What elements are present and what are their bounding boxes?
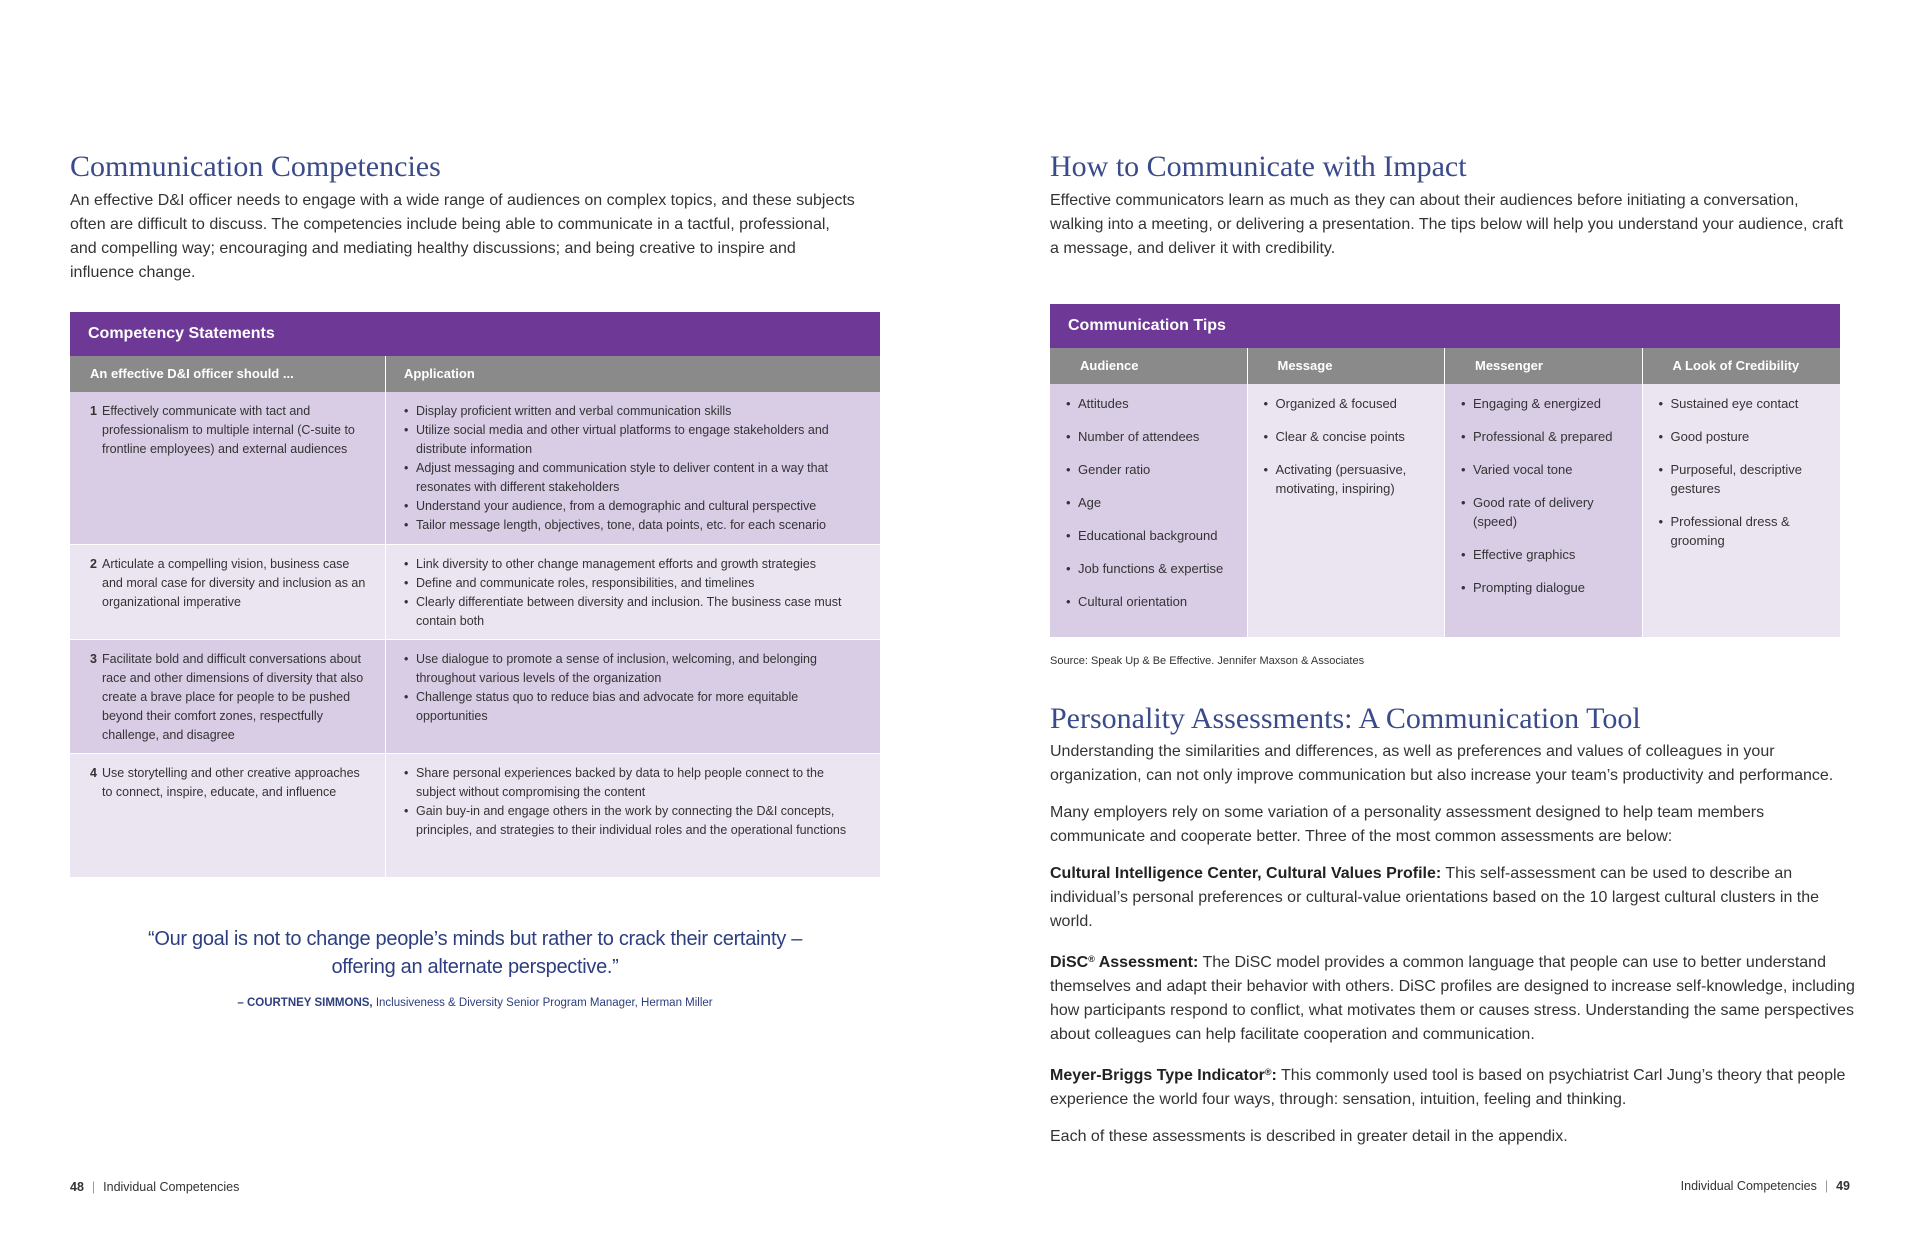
page-title: How to Communicate with Impact (1050, 150, 1467, 183)
list-item: • Number of attendees (1066, 427, 1237, 446)
intro-paragraph: Effective communicators learn as much as they can about their audiences before initiating a conversation, walking into a meeting, or delivering a presentation. The tips below will help you understand your audience, craft a message, and deliver it with credibility. (1050, 192, 1844, 257)
message-column (1248, 384, 1446, 637)
quote-line: “Our goal is not to change people’s minds but rather to crack their certainty – (147, 928, 803, 950)
page-footer (70, 1180, 239, 1194)
communication-tips-table (1050, 304, 1840, 637)
term-label-text: Assessment: (1094, 954, 1199, 971)
term-label (1050, 954, 1198, 971)
list-item: • Define and communicate roles, responsibilities, and timelines (404, 574, 862, 593)
column-header-statement: An effective D&I officer should ... (70, 356, 386, 392)
table-row (70, 392, 880, 545)
audience-column (1050, 384, 1248, 637)
list-item: • Understand your audience, from a demographic and cultural perspective (404, 497, 862, 516)
table-title: Communication Tips (1050, 304, 1840, 348)
quote-author-role: Inclusiveness & Diversity Senior Program Manager, Herman Miller (375, 997, 713, 1009)
list-item: • Challenge status quo to reduce bias and advocate for more equitable opportunities (404, 688, 862, 726)
table-title: Competency Statements (70, 312, 880, 356)
list-item: • Effective graphics (1461, 545, 1632, 564)
term-label (1050, 1067, 1277, 1084)
column-header-messenger: Messenger (1445, 348, 1643, 384)
list-item: • Display proficient written and verbal communication skills (404, 402, 862, 421)
registered-mark: ® (1264, 1067, 1272, 1077)
list-item: • Job functions & expertise (1066, 559, 1237, 578)
column-header-message: Message (1248, 348, 1446, 384)
list-item: • Clearly differentiate between diversity and inclusion. The business case must contain both (404, 593, 862, 631)
paragraph (1050, 1060, 1860, 1112)
list-item: • Age (1066, 493, 1237, 512)
list-item: • Gender ratio (1066, 460, 1237, 479)
pull-quote (70, 925, 880, 1009)
paragraph: Many employers rely on some variation of a personality assessment designed to help team members communicate and cooperate better. Three of the most common assessments are below: (1050, 804, 1765, 845)
list-item: • Gain buy-in and engage others in the work by connecting the D&I concepts, principles, and strategies to their individual roles and the operational functions (404, 802, 862, 840)
row-number: 2 (90, 557, 97, 571)
competency-statement: Effectively communicate with tact and professionalism to multiple internal (C-suite to frontline employees) and external audiences (102, 404, 355, 456)
page-footer (1681, 1179, 1850, 1193)
competency-statement: Articulate a compelling vision, business case and moral case for diversity and inclusion as an organizational imperative (102, 557, 366, 609)
term-label-text: Meyer-Briggs Type Indicator (1050, 1067, 1265, 1084)
application-list (404, 650, 862, 726)
section-label: Individual Competencies (103, 1180, 240, 1194)
list-item: • Share personal experiences backed by data to help people connect to the subject without compromising the content (404, 764, 862, 802)
list-item: • Organized & focused (1264, 394, 1435, 413)
source-note: Source: Speak Up & Be Effective. Jennifer Maxson & Associates (1050, 655, 1365, 667)
quote-line: offering an alternate perspective.” (331, 956, 619, 978)
section-heading: Personality Assessments: A Communication Tool (1050, 702, 1641, 735)
registered-mark: ® (1088, 954, 1095, 964)
list-item: • Professional dress & grooming (1659, 512, 1831, 550)
list-item: • Engaging & energized (1461, 394, 1632, 413)
row-number: 1 (90, 404, 97, 418)
table-row (70, 545, 880, 640)
messenger-column (1445, 384, 1643, 637)
right-page (960, 0, 1920, 1242)
list-item: • Varied vocal tone (1461, 460, 1632, 479)
column-header-credibility: A Look of Credibility (1672, 358, 1800, 373)
application-list (404, 764, 862, 840)
section-label: Individual Competencies (1680, 1179, 1817, 1193)
page-number: 49 (1836, 1179, 1850, 1193)
table-header-row (1050, 348, 1840, 384)
list-item: • Sustained eye contact (1659, 394, 1831, 413)
competency-table (70, 312, 880, 878)
list-item: • Attitudes (1066, 394, 1237, 413)
list-item: • Utilize social media and other virtual platforms to engage stakeholders and distribute information (404, 421, 862, 459)
list-item: • Good posture (1659, 427, 1831, 446)
term-description: The DiSC model provides a common language that people can use to better understand themselves and adapt their behavior with others. DiSC profiles are designed to increase self-knowledge, including how participants respond to conflict, what motivates them or causes stress. Understanding the same perspectives about colleagues can help facilitate cooperation and communication. (1050, 954, 1855, 1043)
paragraph: Understanding the similarities and differences, as well as preferences and values of colleagues in your organization, can not only improve communication but also increase your team’s productivity and performance. (1050, 743, 1834, 784)
application-list (404, 402, 862, 535)
table-row (70, 754, 880, 878)
competency-statement: Use storytelling and other creative approaches to connect, inspire, educate, and influence (102, 766, 360, 799)
term-label-text: : (1271, 1067, 1277, 1084)
list-item: • Prompting dialogue (1461, 578, 1632, 597)
term-label-text: DiSC (1050, 954, 1089, 971)
application-list (404, 555, 862, 631)
footer-separator: | (91, 1180, 96, 1194)
table-row (70, 640, 880, 754)
list-item: • Adjust messaging and communication style to deliver content in a way that resonates with different stakeholders (404, 459, 862, 497)
table-header-row (70, 356, 880, 392)
intro-paragraph: An effective D&I officer needs to engage with a wide range of audiences on complex topics, and these subjects often are difficult to discuss. The competencies include being able to communicate in a tactful, professional, and compelling way; encouraging and mediating healthy discussions; and being creative to inspire and influence change. (70, 192, 855, 281)
list-item: • Tailor message length, objectives, tone, data points, etc. for each scenario (404, 516, 862, 535)
term-description: This self-assessment can be used to describe an individual’s personal preferences or cultural-value orientations based on the 10 largest cultural clusters in the world. (1050, 865, 1820, 930)
term-description: This commonly used tool is based on psychiatrist Carl Jung’s theory that people experience the world four ways, through: sensation, intuition, feeling and thinking. (1050, 1067, 1846, 1108)
credibility-column (1643, 384, 1841, 637)
quote-attribution (70, 997, 880, 1009)
footer-separator: | (1824, 1179, 1829, 1193)
paragraph: Each of these assessments is described in greater detail in the appendix. (1050, 1128, 1568, 1145)
page-number: 48 (70, 1180, 84, 1194)
table-body-row (1050, 384, 1840, 637)
list-item: • Professional & prepared (1461, 427, 1632, 446)
list-item: • Educational background (1066, 526, 1237, 545)
page-title: Communication Competencies (70, 150, 441, 183)
list-item: • Cultural orientation (1066, 592, 1237, 611)
column-header-application: Application (404, 366, 475, 381)
term-label: Cultural Intelligence Center, Cultural Values Profile: (1050, 865, 1442, 882)
paragraph (1050, 862, 1860, 934)
column-header-audience: Audience (1050, 348, 1248, 384)
paragraph (1050, 947, 1860, 1047)
list-item: • Clear & concise points (1264, 427, 1435, 446)
row-number: 4 (90, 766, 97, 780)
personality-section-body (1050, 740, 1860, 1162)
list-item: • Use dialogue to promote a sense of inclusion, welcoming, and belonging throughout various levels of the organization (404, 650, 862, 688)
list-item: • Purposeful, descriptive gestures (1659, 460, 1831, 498)
row-number: 3 (90, 652, 97, 666)
list-item: • Good rate of delivery (speed) (1461, 493, 1632, 531)
quote-author: – COURTNEY SIMMONS, (237, 997, 373, 1009)
competency-statement: Facilitate bold and difficult conversations about race and other dimensions of diversity that also create a brave place for people to be pushed beyond their comfort zones, respectfully challenge, and disagree (102, 652, 364, 742)
list-item: • Activating (persuasive, motivating, inspiring) (1264, 460, 1435, 498)
list-item: • Link diversity to other change management efforts and growth strategies (404, 555, 862, 574)
